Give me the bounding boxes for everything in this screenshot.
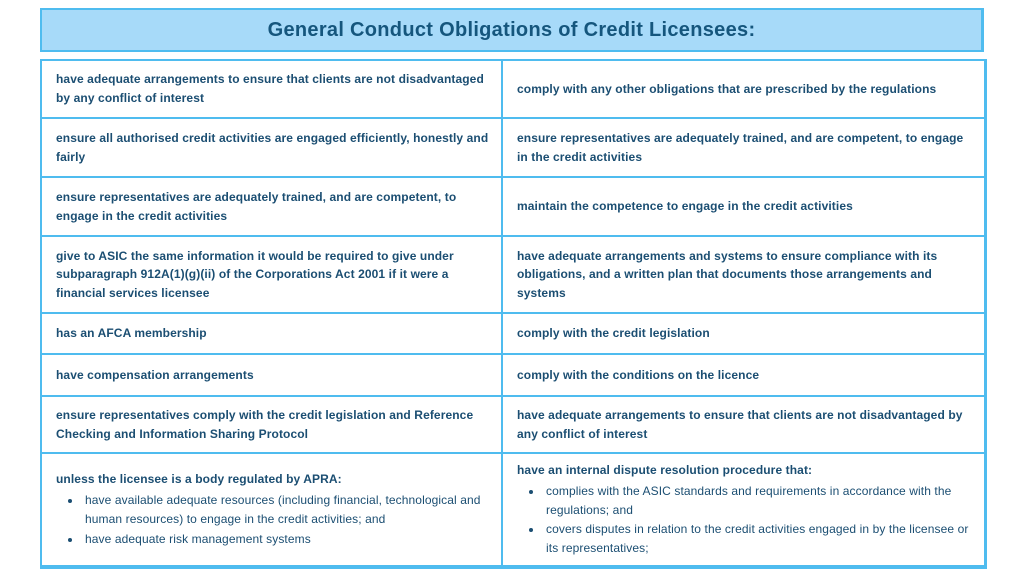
- table-row: [41, 313, 985, 354]
- cell-text: have adequate arrangements and systems to ensure compliance with its obligations, and a written plan that documents those arrangements and systems: [517, 248, 938, 300]
- table-cell-left: [41, 177, 502, 236]
- bullet-list: [56, 491, 489, 548]
- table-cell-right: [502, 60, 985, 118]
- cell-text: have adequate arrangements to ensure that clients are not disadvantaged by any conflict of interest: [517, 407, 963, 441]
- cell-text: comply with the conditions on the licence: [517, 367, 760, 382]
- bullet-item: • have available adequate resources (including financial, technological and human resources) to engage in the credit activities; and: [82, 491, 489, 528]
- cell-text: ensure representatives are adequately trained, and are competent, to engage in the credit activities: [517, 130, 964, 164]
- table-cell-right: [502, 236, 985, 313]
- page-title: General Conduct Obligations of Credit Licensees:: [267, 18, 756, 41]
- cell-text: have compensation arrangements: [56, 367, 254, 382]
- table-row: [41, 453, 985, 567]
- bullet-item: • covers disputes in relation to the credit activities engaged in by the licensee or its representatives;: [543, 520, 972, 557]
- cell-text: ensure representatives comply with the credit legislation and Reference Checking and Information Sharing Protocol: [56, 407, 474, 441]
- table-title-bar: [40, 8, 984, 52]
- cell-text: give to ASIC the same information it would be required to give under subparagraph 912A(1)(g)(ii) of the Corporations Act 2001 if it were a financial services licensee: [56, 248, 454, 300]
- bullet-item: • complies with the ASIC standards and requirements in accordance with the regulations; and: [543, 482, 972, 519]
- table-cell-left: [41, 313, 502, 354]
- table-row: [41, 396, 985, 453]
- cell-text: have adequate arrangements to ensure that clients are not disadvantaged by any conflict of interest: [56, 72, 484, 105]
- cell-text: comply with any other obligations that are prescribed by the regulations: [517, 81, 937, 96]
- cell-text: ensure representatives are adequately trained, and are competent, to engage in the credit activities: [56, 189, 457, 223]
- table-cell-right: [502, 396, 985, 453]
- cell-lead-text: unless the licensee is a body regulated by APRA:: [56, 471, 342, 486]
- table-cell-left: [41, 236, 502, 313]
- cell-text: comply with the credit legislation: [517, 326, 710, 341]
- cell-lead-text: have an internal dispute resolution procedure that:: [517, 462, 813, 477]
- bullet-list: [517, 482, 972, 557]
- table-row: [41, 118, 985, 177]
- table-cell-left: [41, 396, 502, 453]
- table-row: [41, 60, 985, 118]
- table-row: [41, 236, 985, 313]
- bullet-item: • have adequate risk management systems: [82, 530, 489, 549]
- table-row: [41, 354, 985, 396]
- obligations-table: [40, 59, 987, 569]
- cell-text: maintain the competence to engage in the credit activities: [517, 199, 853, 214]
- table-cell-right: [502, 118, 985, 177]
- table-cell-right: [502, 313, 985, 354]
- table-cell-left: [41, 453, 502, 567]
- table-cell-left: [41, 60, 502, 118]
- table-cell-right: [502, 354, 985, 396]
- cell-text: has an AFCA membership: [56, 326, 207, 341]
- table-cell-right: [502, 453, 985, 567]
- cell-text: ensure all authorised credit activities are engaged efficiently, honestly and fairly: [56, 130, 489, 164]
- table-cell-left: [41, 118, 502, 177]
- table-cell-left: [41, 354, 502, 396]
- table-row: [41, 177, 985, 236]
- table-cell-right: [502, 177, 985, 236]
